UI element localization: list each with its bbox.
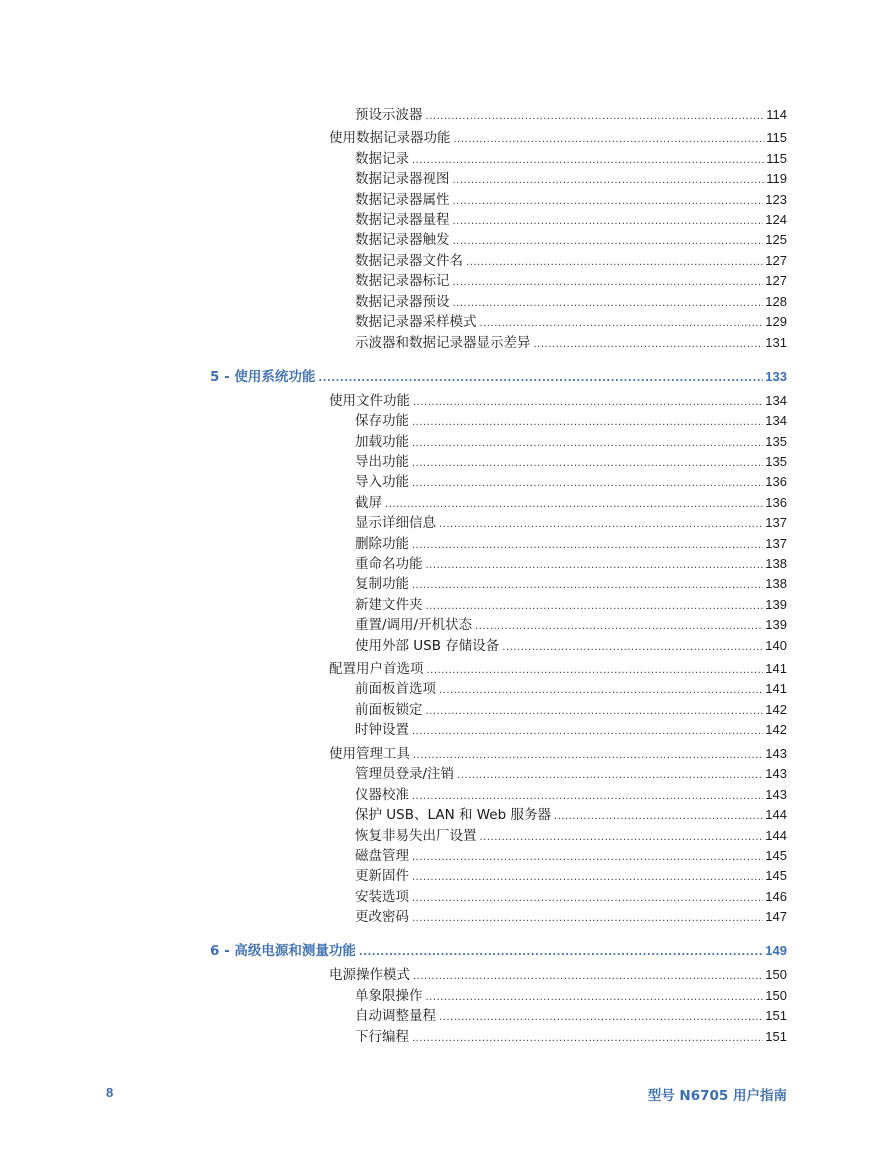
toc-entry[interactable]: [355, 806, 787, 824]
dot-leader: [453, 233, 764, 251]
dot-leader: [426, 557, 764, 575]
toc-entry-label: 电源操作模式: [329, 967, 410, 983]
toc-entry[interactable]: [355, 847, 787, 865]
toc-entry-label: 新建文件夹: [355, 597, 423, 613]
dot-leader: [453, 295, 764, 313]
toc-entry[interactable]: [355, 106, 787, 124]
toc-entry[interactable]: [355, 453, 787, 471]
toc-entry-label: 更新固件: [355, 868, 409, 884]
dot-leader: [466, 254, 763, 272]
toc-entry-page-number: 123: [765, 192, 787, 207]
toc-entry[interactable]: [355, 231, 787, 249]
toc-entry-label: 导入功能: [355, 474, 409, 490]
toc-entry-page-number: 139: [765, 597, 787, 612]
dot-leader: [457, 767, 763, 785]
toc-entry[interactable]: [355, 150, 787, 168]
dot-leader: [480, 829, 764, 847]
toc-entry-label: 数据记录器文件名: [355, 253, 463, 269]
dot-leader: [454, 131, 765, 149]
toc-entry-label: 下行编程: [355, 1029, 409, 1045]
toc-entry-label: 使用外部 USB 存储设备: [355, 638, 500, 654]
toc-entry[interactable]: [355, 272, 787, 290]
toc-entry-page-number: 115: [766, 151, 787, 166]
toc-entry-label: 重置/调用/开机状态: [355, 617, 473, 633]
toc-entry-label: 单象限操作: [355, 988, 423, 1004]
toc-entry[interactable]: [355, 616, 787, 634]
toc-entry-label: 重命名功能: [355, 556, 423, 572]
toc-entry-page-number: 135: [765, 434, 787, 449]
toc-entry[interactable]: [355, 170, 787, 188]
toc-entry-label: 导出功能: [355, 454, 409, 470]
toc-entry-label: 5 - 使用系统功能: [210, 369, 316, 385]
toc-entry-page-number: 136: [765, 495, 787, 510]
dot-leader: [453, 172, 765, 190]
toc-entry[interactable]: [355, 575, 787, 593]
toc-entry-page-number: 143: [765, 746, 787, 761]
dot-leader: [439, 1009, 763, 1027]
toc-entry-page-number: 150: [765, 967, 787, 982]
toc-entry[interactable]: [355, 293, 787, 311]
toc-entry-label: 前面板首选项: [355, 681, 436, 697]
toc-entry-label: 数据记录器标记: [355, 273, 450, 289]
toc-entry[interactable]: [355, 191, 787, 209]
toc-entry-label: 仪器校准: [355, 787, 409, 803]
toc-entry-label: 自动调整量程: [355, 1008, 436, 1024]
toc-entry-page-number: 134: [765, 413, 787, 428]
toc-entry-page-number: 141: [765, 661, 787, 676]
toc-entry[interactable]: [355, 867, 787, 885]
dot-leader: [412, 577, 763, 595]
dot-leader: [412, 890, 763, 908]
toc-entry-page-number: 129: [765, 314, 787, 329]
dot-leader: [426, 703, 764, 721]
toc-entry[interactable]: [355, 721, 787, 739]
dot-leader: [413, 394, 763, 412]
dot-leader: [412, 849, 763, 867]
dot-leader: [453, 274, 764, 292]
dot-leader: [412, 723, 763, 741]
dot-leader: [453, 213, 764, 231]
toc-entry-label: 安装选项: [355, 889, 409, 905]
toc-entry-page-number: 138: [765, 576, 787, 591]
toc-entry[interactable]: [355, 786, 787, 804]
toc-entry-page-number: 151: [765, 1029, 787, 1044]
toc-entry-page-number: 135: [765, 454, 787, 469]
toc-entry-page-number: 127: [765, 253, 787, 268]
toc-entry-page-number: 150: [765, 988, 787, 1003]
dot-leader: [554, 808, 763, 826]
toc-entry-label: 使用数据记录器功能: [329, 130, 451, 146]
toc-entry[interactable]: [355, 433, 787, 451]
toc-entry[interactable]: [329, 745, 787, 763]
toc-entry[interactable]: [329, 129, 787, 147]
dot-leader: [426, 989, 764, 1007]
toc-entry-label: 保存功能: [355, 413, 409, 429]
dot-leader: [427, 662, 764, 680]
toc-entry[interactable]: [355, 680, 787, 698]
dot-leader: [412, 869, 763, 887]
toc-entry-page-number: 114: [766, 107, 787, 122]
toc-entry[interactable]: [355, 888, 787, 906]
toc-entry[interactable]: [355, 987, 787, 1005]
toc-entry[interactable]: [355, 313, 787, 331]
toc-entry-page-number: 142: [765, 702, 787, 717]
footer-document-title: 型号 N6705 用户指南: [647, 1088, 787, 1104]
toc-entry-label: 更改密码: [355, 909, 409, 925]
toc-entry-label: 删除功能: [355, 536, 409, 552]
toc-entry[interactable]: [355, 827, 787, 845]
toc-entry-label: 使用文件功能: [329, 393, 410, 409]
toc-entry-label: 配置用户首选项: [329, 661, 424, 677]
dot-leader: [412, 152, 764, 170]
toc-entry[interactable]: [355, 412, 787, 430]
toc-entry-label: 数据记录器量程: [355, 212, 450, 228]
dot-leader: [502, 639, 763, 657]
toc-entry-label: 磁盘管理: [355, 848, 409, 864]
toc-entry[interactable]: [355, 211, 787, 229]
toc-entry-page-number: 151: [765, 1008, 787, 1023]
toc-entry-label: 数据记录器预设: [355, 294, 450, 310]
dot-leader: [439, 516, 763, 534]
toc-entry[interactable]: [355, 1007, 787, 1025]
toc-entry-label: 显示详细信息: [355, 515, 436, 531]
dot-leader: [453, 193, 764, 211]
dot-leader: [412, 537, 763, 555]
toc-entry[interactable]: [355, 765, 787, 783]
dot-leader: [412, 1030, 763, 1048]
toc-entry-page-number: 137: [765, 536, 787, 551]
toc-entry-label: 恢复非易失出厂设置: [355, 828, 477, 844]
toc-entry-label: 加载功能: [355, 434, 409, 450]
dot-leader: [385, 496, 763, 514]
toc-entry-page-number: 119: [766, 171, 787, 186]
toc-entry-label: 使用管理工具: [329, 746, 410, 762]
toc-entry[interactable]: [355, 596, 787, 614]
dot-leader: [475, 618, 763, 636]
toc-entry-page-number: 140: [765, 638, 787, 653]
toc-entry-page-number: 149: [765, 943, 787, 958]
toc-entry-page-number: 128: [765, 294, 787, 309]
toc-entry[interactable]: [329, 392, 787, 410]
toc-entry-page-number: 141: [765, 681, 787, 696]
toc-entry[interactable]: [355, 334, 787, 352]
toc-entry[interactable]: [355, 555, 787, 573]
toc-entry-label: 复制功能: [355, 576, 409, 592]
footer-page-number: 8: [106, 1085, 114, 1100]
toc-entry[interactable]: [355, 535, 787, 553]
toc-entry-label: 前面板锁定: [355, 702, 423, 718]
dot-leader: [413, 968, 763, 986]
toc-entry[interactable]: [355, 637, 787, 655]
toc-entry-label: 数据记录器采样模式: [355, 314, 477, 330]
dot-leader: [318, 370, 763, 388]
toc-entry-page-number: 125: [765, 232, 787, 247]
toc-entry-page-number: 131: [765, 335, 787, 350]
toc-entry-page-number: 144: [765, 828, 787, 843]
toc-entry-label: 截屏: [355, 495, 382, 511]
dot-leader: [412, 455, 763, 473]
toc-entry[interactable]: [355, 494, 787, 512]
toc-entry[interactable]: [355, 1028, 787, 1046]
toc-entry-label: 示波器和数据记录器显示差异: [355, 335, 531, 351]
dot-leader: [426, 108, 765, 126]
dot-leader: [412, 910, 763, 928]
toc-entry-page-number: 137: [765, 515, 787, 530]
toc-entry-page-number: 145: [765, 868, 787, 883]
toc-entry-label: 管理员登录/注销: [355, 766, 455, 782]
toc-entry-page-number: 139: [765, 617, 787, 632]
toc-entry-page-number: 127: [765, 273, 787, 288]
toc-entry[interactable]: [329, 660, 787, 678]
toc-entry[interactable]: [355, 701, 787, 719]
toc-entry-page-number: 136: [765, 474, 787, 489]
toc-entry[interactable]: [355, 514, 787, 532]
toc-entry[interactable]: [355, 473, 787, 491]
toc-entry-label: 保护 USB、LAN 和 Web 服务器: [355, 807, 551, 823]
dot-leader: [412, 414, 763, 432]
dot-leader: [480, 315, 764, 333]
toc-entry-page-number: 142: [765, 722, 787, 737]
dot-leader: [359, 944, 763, 962]
toc-entry-label: 6 - 高级电源和测量功能: [210, 943, 356, 959]
toc-entry[interactable]: [329, 966, 787, 984]
toc-entry-page-number: 146: [765, 889, 787, 904]
toc-entry-page-number: 115: [766, 130, 787, 145]
toc-entry-page-number: 143: [765, 787, 787, 802]
toc-entry-page-number: 138: [765, 556, 787, 571]
dot-leader: [413, 747, 763, 765]
dot-leader: [426, 598, 764, 616]
toc-entry-label: 数据记录器视图: [355, 171, 450, 187]
toc-entry-page-number: 144: [765, 807, 787, 822]
dot-leader: [412, 788, 763, 806]
toc-entry-label: 数据记录器触发: [355, 232, 450, 248]
toc-entry-label: 数据记录器属性: [355, 192, 450, 208]
toc-entry[interactable]: [355, 908, 787, 926]
dot-leader: [439, 682, 763, 700]
toc-entry-page-number: 145: [765, 848, 787, 863]
toc-entry-label: 预设示波器: [355, 107, 423, 123]
toc-entry-page-number: 143: [765, 766, 787, 781]
toc-entry-page-number: 133: [765, 369, 787, 384]
toc-entry[interactable]: [355, 252, 787, 270]
toc-chapter-entry[interactable]: [210, 942, 787, 960]
toc-entry-label: 数据记录: [355, 151, 409, 167]
toc-chapter-entry[interactable]: [210, 368, 787, 386]
toc-entry-label: 时钟设置: [355, 722, 409, 738]
dot-leader: [412, 475, 763, 493]
dot-leader: [412, 435, 763, 453]
dot-leader: [534, 336, 764, 354]
toc-entry-page-number: 147: [765, 909, 787, 924]
toc-entry-page-number: 134: [765, 393, 787, 408]
toc-entry-page-number: 124: [765, 212, 787, 227]
